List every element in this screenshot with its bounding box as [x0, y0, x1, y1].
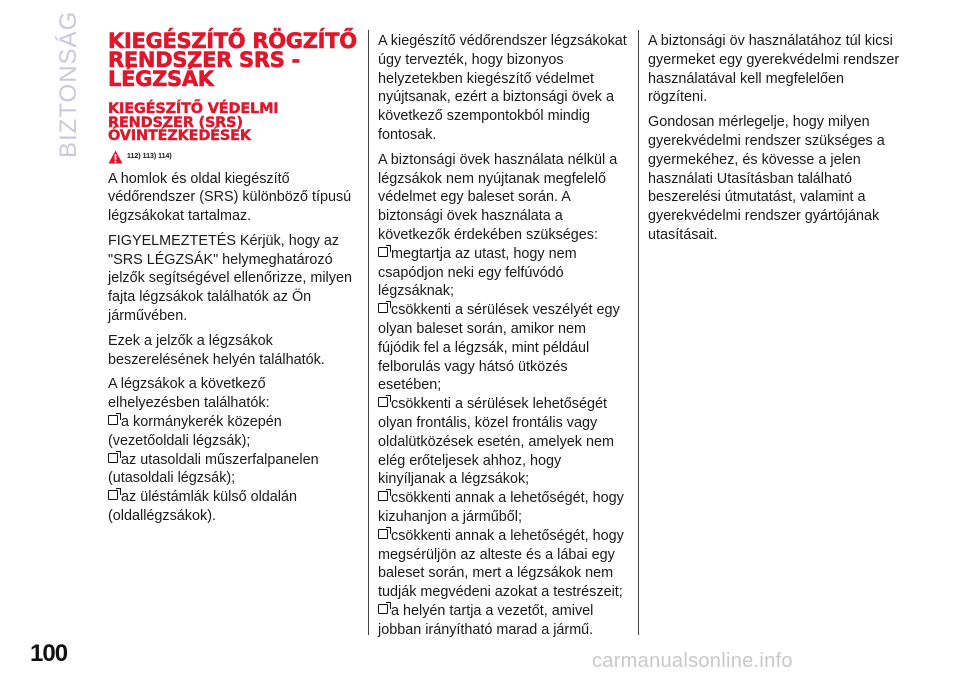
- bullet-icon: [378, 303, 388, 313]
- column-divider-left: [368, 30, 369, 635]
- list-item: csökkenti a sérülések lehetőségét olyan frontális, közel frontális vagy oldalütközések esetén, amelyek nem elég erőteljesek ahhoz, hogy kinyíljanak a légzsákok;: [378, 396, 614, 488]
- column-one: [108, 29, 358, 526]
- paragraph: A légzsákok a következő elhelyezésben találhatók:: [108, 376, 270, 412]
- bullet-icon: [108, 415, 118, 425]
- bullet-icon: [378, 529, 388, 539]
- list-item: az üléstámlák külső oldalán (oldallégzsákok).: [108, 489, 297, 525]
- list-item: csökkenti annak a lehetőségét, hogy kizuhanjon a járműből;: [378, 490, 624, 525]
- warning-paragraph: FIGYELMEZTETÉS Kérjük, hogy az "SRS LÉGZSÁK" helymeghatározó jelzők segítségével ellenőrizze, milyen fajta légzsákok találhatók az Ön járművében.: [108, 232, 352, 325]
- paragraph: Gondosan mérlegelje, hogy milyen gyerekvédelmi rendszer szükséges a gyermekéhez, és kövesse a jelen használati Utasításban található beszerelési útmutatást, valamint a gyerekvédelmi rendszer gyártójának utasításait.: [648, 114, 885, 243]
- bullet-icon: [378, 247, 388, 257]
- paragraph: A biztonsági öv használatához túl kicsi gyermeket egy gyerekvédelmi rendszer használatával kell megfelelően rögzíteni.: [648, 33, 900, 106]
- bullet-icon: [378, 604, 388, 614]
- list-item: csökkenti a sérülések veszélyét egy olyan baleset során, amikor nem fújódik fel a légzsák, mint például felborulás vagy hátsó ütközés esetében;: [378, 302, 620, 394]
- page-number: 100: [30, 640, 68, 667]
- paragraph: A homlok és oldal kiegészítő védőrendszer (SRS) különböző típusú légzsákokat tartalmaz.: [108, 170, 352, 225]
- list-item: az utasoldali műszerfalpanelen (utasoldali légzsák);: [108, 451, 319, 487]
- list-item: megtartja az utast, hogy nem csapódjon neki egy felfúvódó légzsáknak;: [378, 245, 577, 300]
- list-item: csökkenti annak a lehetőségét, hogy megsérüljön az alteste és a lábai egy baleset során, mert a légzsákok nem tudják megvédeni azokat a testrészeit;: [378, 527, 624, 601]
- column-divider-right: [638, 30, 639, 635]
- bullet-icon: [108, 490, 118, 500]
- column-two: [378, 32, 630, 640]
- bullet-icon: [108, 453, 118, 463]
- list-item: a kormánykerék közepén (vezetőoldali légzsák);: [108, 414, 282, 449]
- warning-triangle-icon: [108, 150, 123, 164]
- warning-refs: 112) 113) 114): [127, 153, 172, 160]
- watermark: carmanualsonline.info: [592, 650, 793, 672]
- list-item: a helyén tartja a vezetőt, amivel jobban irányítható marad a jármű.: [378, 602, 594, 638]
- section-tab-label: BIZTONSÁG: [55, 10, 82, 158]
- warning-reference: [108, 150, 358, 164]
- paragraph: A kiegészítő védőrendszer légzsákokat úgy tervezték, hogy bizonyos helyzetekben kiegészítő védelmet nyújtsanak, ezért a biztonsági övek a következő szempontokból mindig fontosak.: [378, 33, 627, 143]
- column-three: [648, 32, 903, 251]
- paragraph: Ezek a jelzők a légzsákok beszerelésének helyén találhatók.: [108, 332, 325, 368]
- paragraph: A biztonsági övek használata nélkül a légzsákok nem nyújtanak megfelelő védelmet egy baleset során. A biztonsági övek használata a következők érdekében szükséges:: [378, 151, 618, 243]
- subsection-heading: KIEGÉSZÍTŐ VÉDELMI RENDSZER (SRS) ÓVINTÉZKEDÉSEK: [108, 101, 279, 144]
- section-heading: KIEGÉSZÍTŐ RÖGZÍTŐ RENDSZER SRS - LÉGZSÁK: [108, 29, 357, 91]
- bullet-icon: [378, 397, 388, 407]
- bullet-icon: [378, 491, 388, 501]
